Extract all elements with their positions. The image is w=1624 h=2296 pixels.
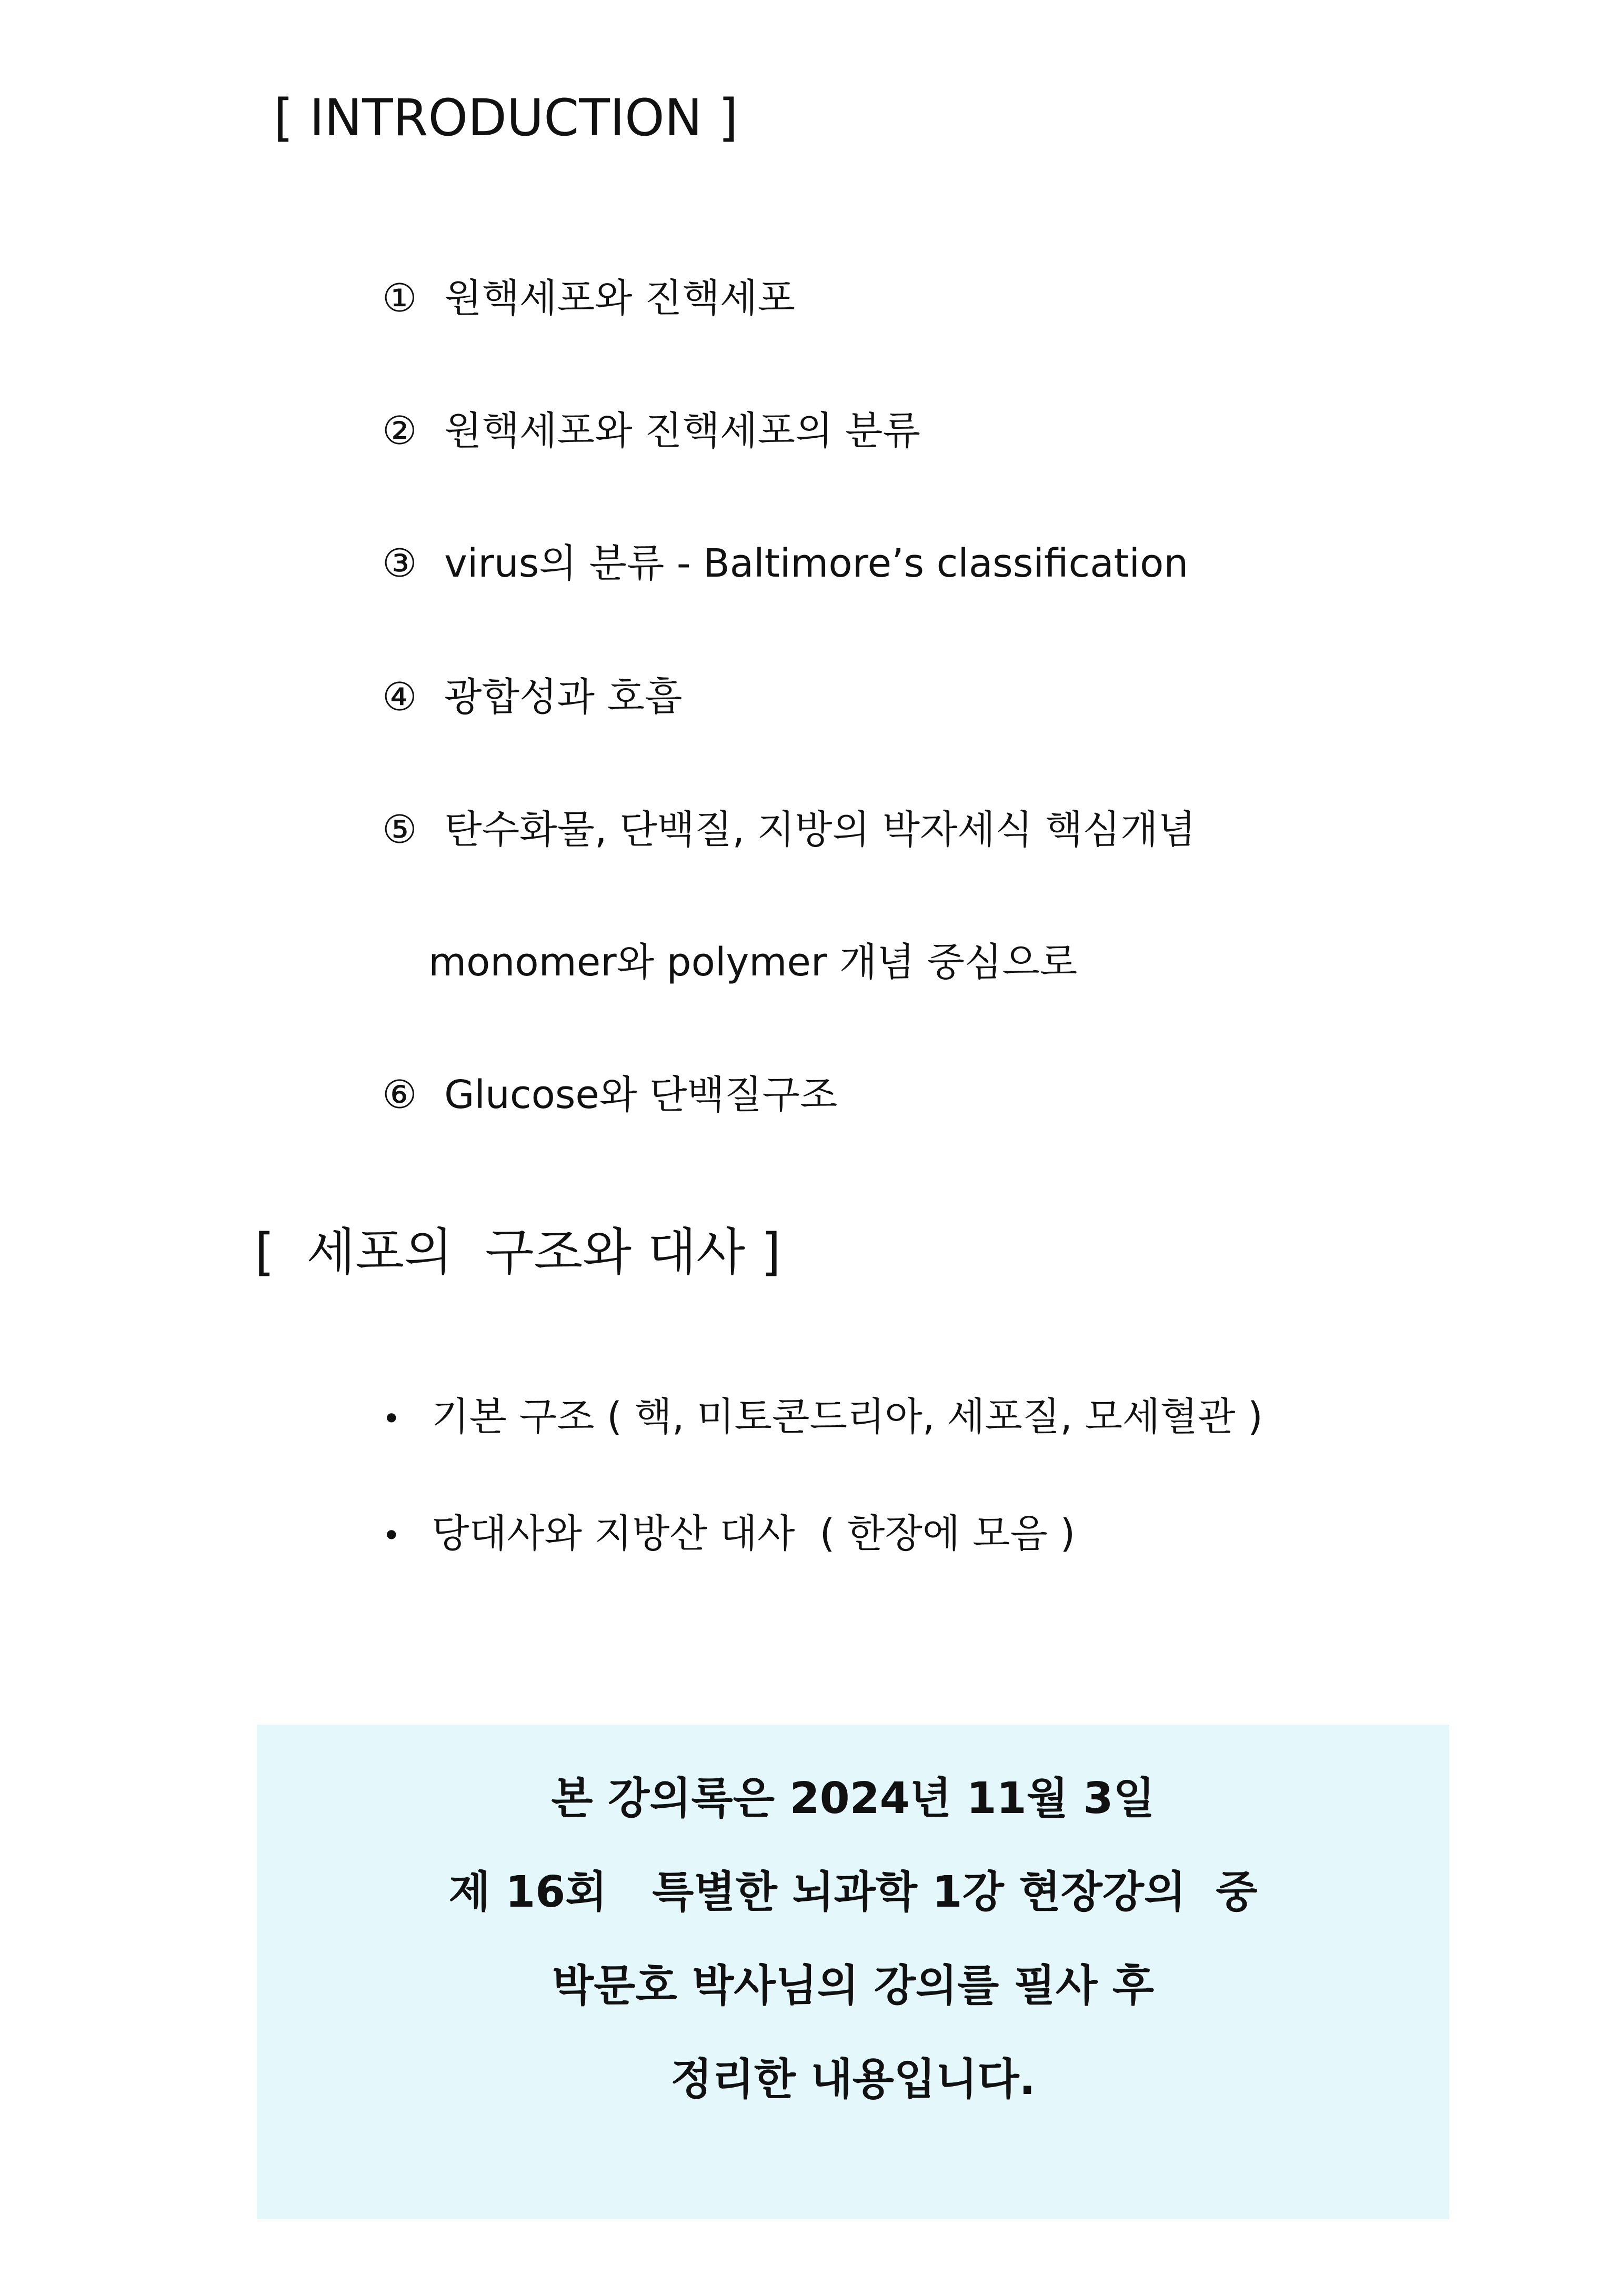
- item-text: monomer와 polymer 개념 중심으로: [428, 940, 1078, 985]
- notice-line-2: 제 16회 특별한 뇌과학 1강 현장강의 중: [448, 1867, 1258, 1917]
- item-text: 원핵세포와 진핵세포의 분류: [444, 408, 920, 454]
- intro-item-6: [333, 1036, 837, 1153]
- intro-item-1: [333, 240, 795, 357]
- notice-line-1: 본 강의록은 2024년 11월 3일: [551, 1774, 1155, 1824]
- intro-item-2: [333, 372, 920, 489]
- cell-structure-heading: [ 세포의 구조와 대사 ]: [255, 1223, 781, 1282]
- bullet-icon: •: [382, 1517, 401, 1555]
- notice-line-4: 정리한 내용입니다.: [670, 2055, 1036, 2104]
- item-text: 원핵세포와 진핵세포: [444, 276, 795, 321]
- cell-bullet-item-2: [333, 1475, 1075, 1592]
- item-text: Glucose와 단백질구조: [444, 1072, 838, 1117]
- item-number: ④: [382, 674, 417, 720]
- bullet-text: 당대사와 지방산 대사 ( 한장에 모음 ): [432, 1511, 1076, 1556]
- notice-line-3: 박문호 박사님의 강의를 필사 후: [552, 1961, 1154, 2011]
- intro-item-4: [333, 639, 683, 756]
- item-number: ②: [382, 408, 417, 454]
- item-number: ⑥: [382, 1072, 417, 1117]
- intro-item-3: [333, 505, 1188, 622]
- item-number: ③: [382, 541, 417, 586]
- intro-item-5: [333, 771, 1196, 888]
- bullet-text: 기본 구조 ( 핵, 미토콘드리아, 세포질, 모세혈관 ): [432, 1394, 1263, 1439]
- cell-bullet-item-1: [333, 1358, 1263, 1475]
- item-text: 광합성과 호흡: [444, 674, 683, 720]
- intro-item-5-continuation: [379, 904, 1077, 1021]
- notice-box: [257, 1725, 1449, 2219]
- bullet-icon: •: [382, 1401, 401, 1438]
- item-number: ⑤: [382, 807, 417, 852]
- item-text: virus의 분류 - Baltimore’s classification: [444, 541, 1189, 586]
- item-number: ①: [382, 276, 417, 321]
- intro-heading: [ INTRODUCTION ]: [274, 88, 738, 147]
- item-text: 탄수화물, 단백질, 지방의 박자세식 핵심개념: [444, 807, 1196, 852]
